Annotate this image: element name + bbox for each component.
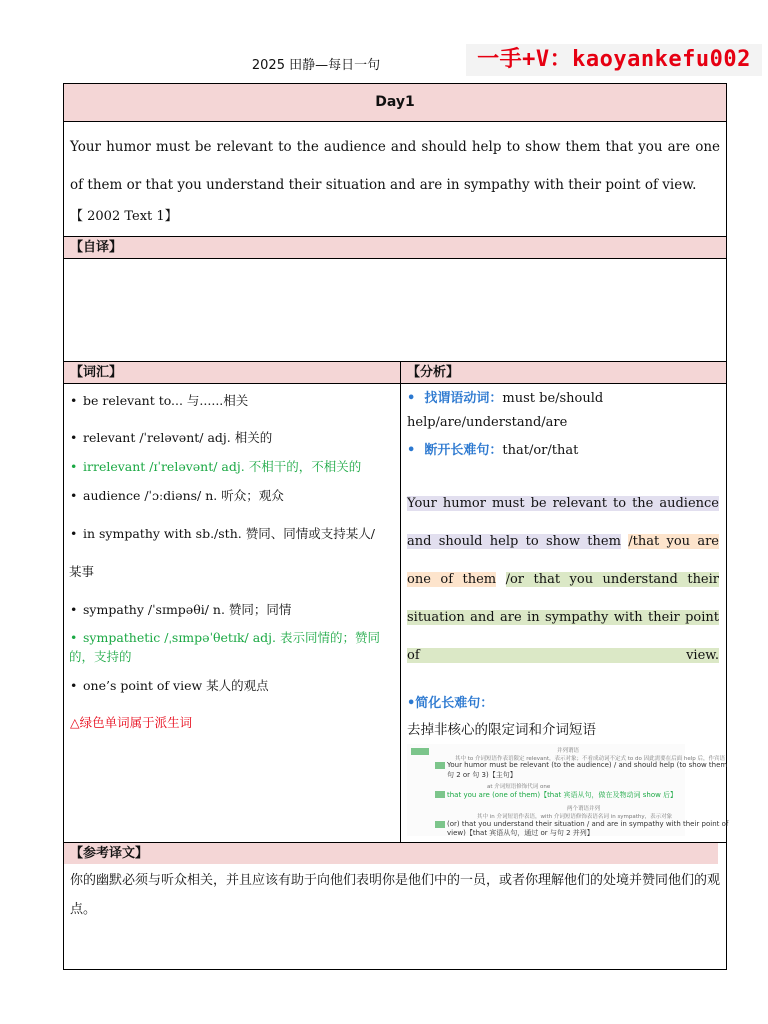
predicate-value: must be/should bbox=[502, 391, 604, 406]
vocabulary-heading: 【词汇】 bbox=[64, 362, 400, 383]
segment-or-clause: /or that you understand their situation and are in sympathy with their point of view. bbox=[407, 572, 720, 663]
watermark-badge: 一手+V：kaoyankefu002 bbox=[466, 44, 762, 76]
vocab-item-continued: 某事 bbox=[69, 564, 95, 579]
vocab-item: • audience /ˈɔːdiəns/ n. 听众；观众 bbox=[70, 488, 284, 503]
thumb-line: Your humor must be relevant (to the audience) / and should help (to show them bbox=[447, 761, 728, 769]
vocab-item-derived: • sympathetic /ˌsɪmpəˈθetɪk/ adj. 表示同情的；赞同 bbox=[70, 630, 380, 645]
self-translation-area[interactable] bbox=[64, 259, 726, 360]
segment-that-clause: /that you are one of them bbox=[407, 534, 719, 587]
vocab-item: • be relevant to... 与......相关 bbox=[70, 393, 249, 408]
simplify-description: 去掉非核心的限定词和介词短语 bbox=[407, 722, 596, 738]
thumb-note: 并列谓语 bbox=[557, 748, 580, 754]
vocab-item: • relevant /ˈreləvənt/ adj. 相关的 bbox=[70, 430, 273, 445]
vocab-item: • in sympathy with sb./sth. 赞同、同情或支持某人/ bbox=[70, 526, 375, 541]
vocab-note: △绿色单词属于派生词 bbox=[70, 715, 193, 730]
thumb-note: 其中 to 介词短语作表语限定 relevant，表示对象；不看成动词不定式 to do 因此需要在后面 help 后，作宾语 bbox=[455, 756, 725, 762]
sentence-source: 【 2002 Text 1】 bbox=[70, 209, 178, 224]
thumb-line: view)【that 宾语从句，通过 or 与句 2 并列】 bbox=[447, 829, 594, 837]
thumb-note: 其中 in 介词短语作表语，with 介词短语修饰表语名词 in sympathy，表示对象 bbox=[477, 814, 673, 820]
thumb-tag bbox=[435, 791, 445, 798]
predicate-label: 找谓语动词： bbox=[424, 391, 503, 406]
thumb-line: 句 2 or 句 3)【主句】 bbox=[447, 771, 517, 779]
divider bbox=[63, 383, 727, 384]
analysis-heading: 【分析】 bbox=[401, 362, 726, 383]
simplify-label: •简化长难句： bbox=[407, 696, 494, 711]
thumb-line: that you are (one of them)【that 宾语从句，做在及物动词 show 后】 bbox=[447, 791, 678, 799]
structure-diagram-thumbnail bbox=[407, 744, 729, 837]
thumb-line: (or) that you understand their situation / and are in sympathy with their point of bbox=[447, 820, 729, 828]
column-divider bbox=[400, 361, 401, 842]
self-translation-heading: 【自译】 bbox=[64, 237, 726, 258]
page-header: 2025 田静—每日一句 bbox=[251, 58, 381, 73]
bullet: • bbox=[407, 391, 425, 406]
predicate-line bbox=[407, 387, 603, 406]
predicate-value-continued: help/are/understand/are bbox=[407, 415, 568, 430]
thumb-note: 两个谓语并列 bbox=[567, 806, 601, 812]
split-line bbox=[407, 439, 578, 458]
split-value: that/or/that bbox=[502, 443, 579, 458]
split-label: 断开长难句： bbox=[424, 443, 503, 458]
thumb-note: at 介词短语修饰代词 one bbox=[487, 784, 551, 790]
reference-heading: 【参考译文】 bbox=[64, 843, 718, 864]
vocab-item: • one’s point of view 某人的观点 bbox=[70, 678, 269, 693]
segment-main-clause: Your humor must be relevant to the audience and should help to show them bbox=[407, 496, 719, 549]
thumb-tag bbox=[435, 821, 445, 828]
thumb-tag bbox=[411, 748, 429, 755]
bullet: • bbox=[407, 443, 425, 458]
reference-translation: 你的幽默必须与听众相关，并且应该有助于向他们表明你是他们中的一员，或者你理解他们的处境并赞同他们的观点。 bbox=[70, 873, 721, 917]
segmented-sentence bbox=[407, 485, 719, 675]
vocab-item-derived: • irrelevant /ɪˈreləvənt/ adj. 不相干的，不相关的 bbox=[70, 459, 362, 474]
thumb-tag bbox=[435, 762, 445, 769]
english-sentence: Your humor must be relevant to the audience and should help to show them that you are one of them or that you understand their situation and are in sympathy with their point of view. bbox=[70, 139, 720, 193]
vocab-item-continued: 的，支持的 bbox=[69, 649, 132, 664]
vocab-item: • sympathy /ˈsɪmpəθi/ n. 赞同；同情 bbox=[70, 602, 292, 617]
divider bbox=[63, 121, 727, 122]
day-title: Day1 bbox=[375, 94, 415, 110]
